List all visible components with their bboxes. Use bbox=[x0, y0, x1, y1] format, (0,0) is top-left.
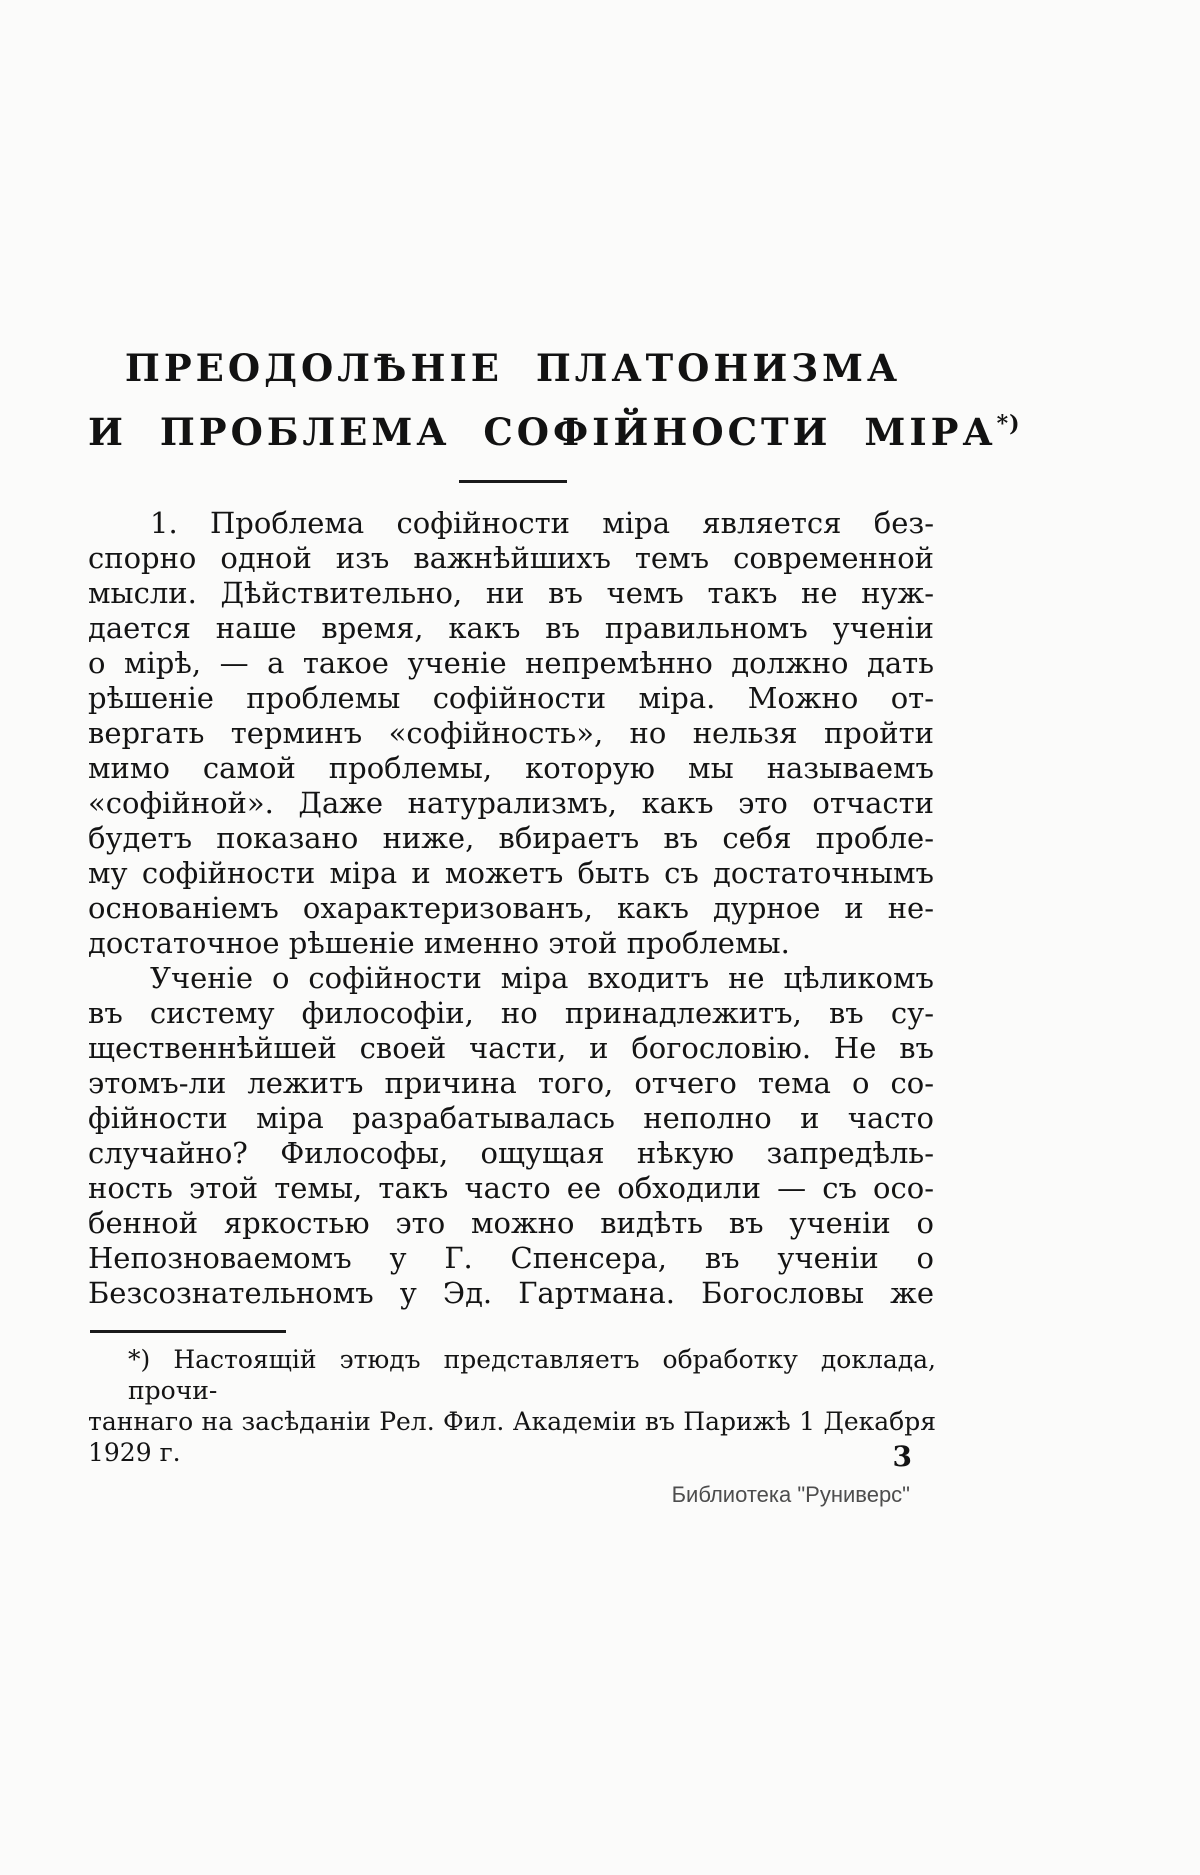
footnote-divider-rule bbox=[90, 1330, 286, 1333]
text-line: въ систему философіи, но принадлежитъ, въ су- bbox=[88, 996, 934, 1030]
text-line: Непозноваемомъ у Г. Спенсера, въ ученіи о bbox=[88, 1241, 934, 1275]
text-line: достаточное рѣшеніе именно этой проблемы. bbox=[88, 926, 790, 960]
title-footnote-marker: *) bbox=[996, 411, 1021, 437]
text-line: Безсознательномъ у Эд. Гартмана. Богословы же bbox=[88, 1276, 934, 1310]
footnote bbox=[88, 1344, 936, 1468]
text-line: ность этой темы, такъ часто ее обходили — съ осо- bbox=[88, 1171, 934, 1205]
paragraph bbox=[88, 961, 934, 1311]
text-line: бенной яркостью это можно видѣть въ ученіи о bbox=[88, 1206, 934, 1240]
text-line: рѣшеніе проблемы софійности міра. Можно от- bbox=[88, 681, 934, 715]
text-line: основаніемъ охарактеризованъ, какъ дурное и не- bbox=[88, 891, 934, 925]
text-line: будетъ показано ниже, вбираетъ въ себя пробле- bbox=[88, 821, 934, 855]
paragraph bbox=[88, 506, 934, 961]
text-line: дается наше время, какъ въ правильномъ ученіи bbox=[88, 611, 934, 645]
text-line: фійности міра разрабатывалась неполно и часто bbox=[88, 1101, 934, 1135]
text-line: 1929 г. bbox=[88, 1438, 181, 1467]
text-line: о мірѣ, — а такое ученіе непремѣнно должно дать bbox=[88, 646, 934, 680]
title-line-2-text: И ПРОБЛЕМА СОФІЙНОСТИ МІРА bbox=[88, 410, 997, 454]
text-line: мысли. Дѣйствительно, ни въ чемъ такъ не нуж- bbox=[88, 576, 934, 610]
text-line: мимо самой проблемы, которую мы называемъ bbox=[88, 751, 934, 785]
paragraph bbox=[88, 1344, 936, 1468]
title-line-2 bbox=[88, 396, 1021, 460]
title-line-1: ПРЕОДОЛѢНІЕ ПЛАТОНИЗМА bbox=[124, 346, 902, 390]
text-line: щественнѣйшей своей части, и богословію. Не въ bbox=[88, 1031, 934, 1065]
text-line: спорно одной изъ важнѣйшихъ темъ современной bbox=[88, 541, 934, 575]
text-line: му софійности міра и можетъ быть съ достаточнымъ bbox=[88, 856, 934, 890]
text-line: «софійной». Даже натурализмъ, какъ это отчасти bbox=[88, 786, 934, 820]
library-watermark: Библиотека "Руниверс" bbox=[671, 1482, 910, 1507]
text-line: этомъ-ли лежитъ причина того, отчего тема о со- bbox=[88, 1066, 934, 1100]
page-number: 3 bbox=[892, 1440, 912, 1473]
text-line: случайно? Философы, ощущая нѣкую запредѣль- bbox=[88, 1136, 934, 1170]
title-divider-rule bbox=[459, 480, 567, 483]
text-line: *) Настоящій этюдъ представляетъ обработку доклада, прочи- bbox=[128, 1345, 936, 1405]
text-line: вергать терминъ «софійность», но нельзя пройти bbox=[88, 716, 934, 750]
article-title-block bbox=[88, 340, 1021, 483]
article-body bbox=[88, 506, 934, 1311]
text-line: таннаго на засѣданіи Рел. Фил. Академіи въ Парижѣ 1 Декабря bbox=[88, 1407, 936, 1436]
text-line: 1. Проблема софійности міра является без- bbox=[150, 506, 934, 540]
text-line: Ученіе о софійности міра входитъ не цѣликомъ bbox=[150, 961, 934, 995]
